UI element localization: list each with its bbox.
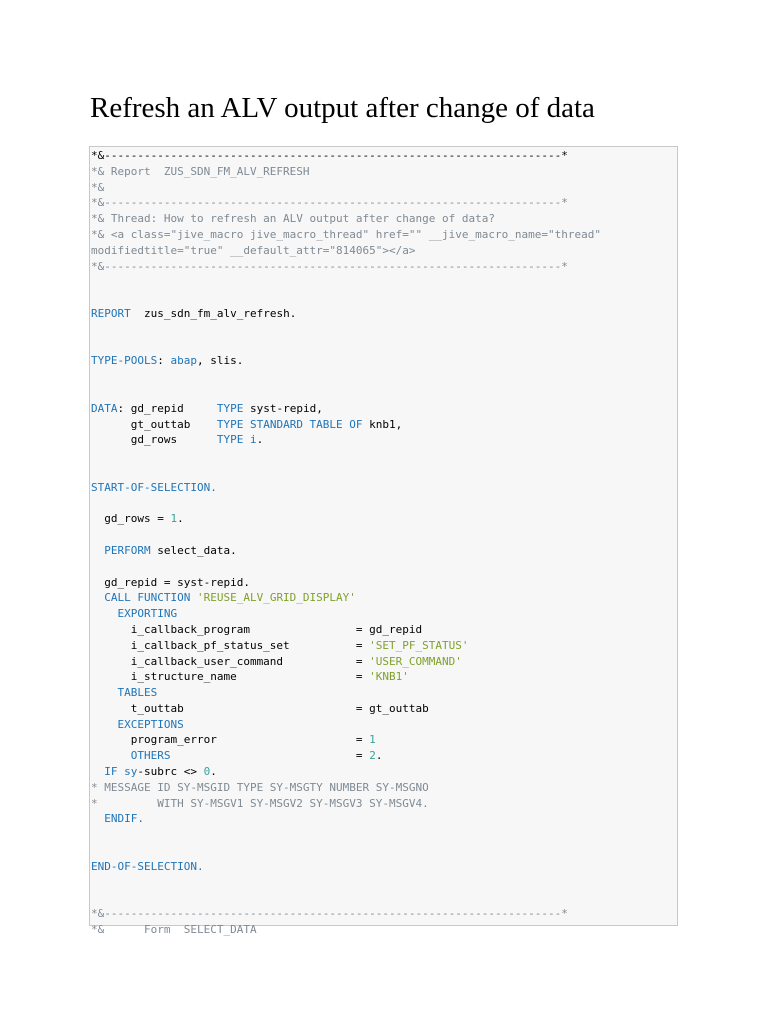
code-line [91,353,677,369]
page-title: Refresh an ALV output after change of data [90,92,595,124]
code-line [91,875,677,891]
code-text: zus_sdn_fm_alv_refresh. [130,306,297,320]
code-line [91,496,677,512]
code-text [91,749,131,762]
code-block [89,146,678,937]
code-text: : [157,354,171,368]
code-line [91,148,677,164]
code-line [91,322,677,338]
code-line [91,259,677,275]
code-comment: *& <a class="jive_macro jive_macro_thread" href="" __jive_macro_name="thread" [91,227,601,241]
code-keyword: TABLES [117,686,158,700]
code-line [91,559,677,575]
code-text: : gd_repid [117,401,217,415]
code-string: 'REUSE_ALV_GRID_DISPLAY' [196,591,356,605]
code-keyword: TYPE-POOLS [91,354,158,368]
code-text: i_callback_pf_status_set = [91,638,370,652]
code-line [91,527,677,543]
code-keyword: abap [170,354,197,368]
code-text [91,544,104,557]
code-line [91,890,677,906]
code-line [91,164,677,180]
code-keyword: REPORT [91,306,131,320]
code-line [91,906,677,922]
code-text: gd_repid = syst-repid. [91,575,250,589]
code-text: . [256,433,264,447]
code-line [91,606,677,622]
code-line [91,827,677,843]
code-text: *&---------------------------------------------------------------------* [91,149,568,162]
code-string: 'USER_COMMAND' [369,654,462,668]
code-comment: *&---------------------------------------------------------------------* [91,259,568,273]
code-line [91,638,677,654]
code-keyword: IF [104,765,118,779]
code-line [91,180,677,196]
code-line [91,448,677,464]
code-text [91,718,118,731]
code-lines [91,148,677,938]
code-comment: * WITH SY-MSGV1 SY-MSGV2 SY-MSGV3 SY-MSGV4. [91,796,429,810]
code-keyword: ENDIF. [104,812,144,826]
code-text: i_callback_program = gd_repid [91,622,423,636]
code-keyword: START-OF-SELECTION. [91,480,217,494]
code-text: syst-repid, [243,401,323,415]
code-text: , slis. [196,354,244,368]
code-comment: * MESSAGE ID SY-MSGID TYPE SY-MSGTY NUMBER SY-MSGNO [91,780,429,794]
code-number: 0 [203,765,211,779]
code-comment: modifiedtitle="true" __default_attr="814065"></a> [91,243,416,257]
code-string: 'KNB1' [369,670,409,684]
code-text: i_callback_user_command = [91,654,370,668]
code-line [91,669,677,685]
code-text: gd_rows = [91,512,171,526]
code-line [91,811,677,827]
code-text [91,812,104,825]
code-line [91,859,677,875]
code-keyword: TYPE [216,401,244,415]
code-line [91,748,677,764]
code-line [91,575,677,591]
code-line [91,622,677,638]
code-line [91,369,677,385]
code-keyword: OTHERS [130,749,171,763]
code-line [91,543,677,559]
code-line [91,480,677,496]
code-line [91,780,677,796]
code-line [91,701,677,717]
code-text [91,765,104,778]
code-line [91,306,677,322]
code-line [91,290,677,306]
code-text [91,591,104,604]
code-text: program_error = [91,733,370,747]
code-text: -subrc <> [137,765,204,779]
code-number: 1 [170,512,178,526]
code-keyword: TYPE i [216,433,257,447]
code-keyword: END-OF-SELECTION. [91,859,204,873]
code-text [190,591,197,604]
code-line [91,764,677,780]
code-line [91,338,677,354]
code-comment: *& [91,180,105,194]
code-comment: *& Report ZUS_SDN_FM_ALV_REFRESH [91,164,310,178]
code-string: 'SET_PF_STATUS' [369,638,469,652]
code-comment: *&---------------------------------------------------------------------* [91,907,568,921]
code-number: 1 [369,733,376,747]
code-comment: *& Thread: How to refresh an ALV output after change of data? [91,212,495,226]
code-line [91,211,677,227]
code-text: . [375,749,383,763]
code-text: gt_outtab [91,417,217,431]
code-text: . [210,765,217,779]
code-keyword: TYPE STANDARD TABLE OF [216,417,363,431]
code-line [91,796,677,812]
code-keyword: sy [124,765,138,779]
code-keyword: EXCEPTIONS [117,717,184,731]
code-text [91,607,118,620]
code-comment: *&---------------------------------------------------------------------* [91,196,568,210]
code-text: knb1, [362,417,403,431]
code-line [91,243,677,259]
code-text: . [177,512,184,526]
code-line [91,401,677,417]
code-line [91,732,677,748]
code-line [91,843,677,859]
code-line [91,717,677,733]
code-line [91,464,677,480]
code-line [91,274,677,290]
code-text: select_data. [150,543,237,557]
code-line [91,385,677,401]
code-line [91,227,677,243]
code-line [91,590,677,606]
code-keyword: PERFORM [104,543,151,557]
code-text: i_structure_name = [91,670,370,684]
code-line [91,511,677,527]
code-keyword: EXPORTING [117,607,178,621]
code-line [91,432,677,448]
code-text: gd_rows [91,433,217,447]
code-line [91,922,677,938]
code-keyword: DATA [91,401,118,415]
code-line [91,654,677,670]
code-line [91,195,677,211]
code-keyword: CALL FUNCTION [104,591,191,605]
code-text [91,686,118,699]
code-number: 2 [369,749,376,763]
code-text: = [170,749,370,763]
code-text: t_outtab = gt_outtab [91,701,429,715]
code-line [91,685,677,701]
code-line [91,417,677,433]
code-comment: *& Form SELECT_DATA [91,923,257,937]
